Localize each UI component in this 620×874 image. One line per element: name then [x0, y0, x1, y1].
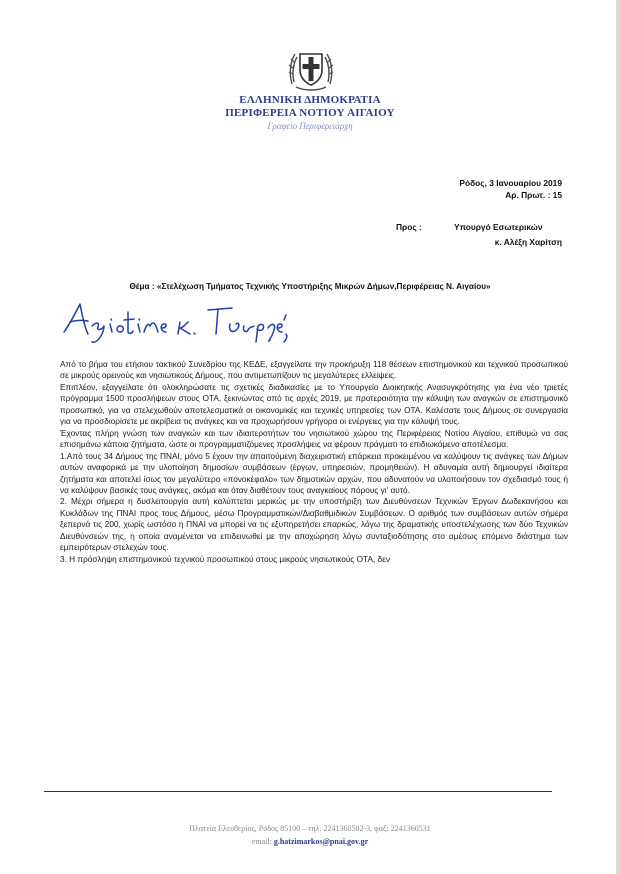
email-label: email:	[251, 837, 272, 846]
region-name: ΠΕΡΙΦΕΡΕΙΑ ΝΟΤΙΟΥ ΑΙΓΑΙΟΥ	[225, 107, 395, 119]
letter-body	[60, 359, 568, 565]
letter-date: Ρόδος, 3 Ιανουαρίου 2019	[459, 178, 562, 188]
recipient-label: Προς :	[396, 222, 422, 232]
body-paragraph: Έχοντας πλήρη γνώση των αναγκών και των ιδιαιτεροτήτων του νησιωτικού χώρου της Περιφέρειας Νοτίου Αιγαίου, επιθυμώ να σας επισημάνω κάποια ζητήματα, ώστε οι προγραμματιζόμενες προσλήψεις να φέρουν πράγματι το επιδιωκόμενο αποτέλεσμα.	[60, 428, 568, 450]
body-paragraph: Από το βήμα του ετήσιου τακτικού Συνεδρίου της ΚΕΔΕ, εξαγγείλατε την προκήρυξη 118 θέσεων επιστημονικού και τεχνικού προσωπικού σε μικρούς ορεινούς και νησιωτικούς Δήμους, που αντιμετωπίζουν τις μεγαλύτερες ελλείψεις.	[60, 360, 568, 381]
protocol-number: Αρ. Πρωτ. : 15	[505, 190, 562, 200]
body-paragraph: 3. Η πρόσληψη επιστημονικού τεχνικού προσωπικού στους μικρούς νησιωτικούς ΟΤΑ, δεν	[60, 554, 390, 564]
recipient-line	[396, 222, 543, 232]
body-paragraph: Επιπλέον, εξαγγείλατε ότι ολοκληρώσατε τις σχετικές διαδικασίες με το Υπουργείο Διοικητικής Ανασυγκρότησης για ένα νέο τριετές πρόγραμμα 1500 προσλήψεων στους ΟΤΑ, ξεκινώντας από τις αρχές 2019, με προτεραιότητα την κάλυψη των αναγκών σε επιστημονικό προσωπικό, για να στελεχωθούν αποτελεσματικά οι οικονομικές και τεχνικές υπηρεσίες των ΟΤΑ. Καλέσατε τους Δήμους σε συνεργασία για να προσδιορίσετε με ακρίβεια τις ανάγκες και να προχωρήσουν γρήγορα οι ενέργειες για την κάλυψή τους.	[60, 382, 568, 427]
body-paragraph: 2. Μέχρι σήμερα η δυσλειτουργία αυτή καλύπτεται μερικώς με την υποστήριξη των Διευθύνσεων Τεχνικών Έργων Δωδεκανήσου και Κυκλάδων της ΠΝΑΙ προς τους Δήμους, μέσω Προγραμματικών/Διαβαθμιδικών Συμβάσεων. Ο αριθμός των συμβάσεων αυτών σήμερα ξεπερνά τις 200, χωρίς ωστόσο η ΠΝΑΙ να μπορεί να τις εξυπηρετήσει επαρκώς, λόγω της δραματικής υποστελέχωσης των δύο Τεχνικών Διευθύνσεών της, η οποία αναμένεται να επιδεινωθεί με την αποχώρηση λόγω συνταξιοδότησης στο αμέσως επόμενο διάστημα των εμπειρότερων στελεχών τους.	[60, 497, 568, 553]
recipient-name: κ. Αλέξη Χαρίτση	[494, 237, 562, 247]
recipient-title: Υπουργό Εσωτερικών	[454, 222, 543, 232]
office-name: Γραφείο Περιφερειάρχη	[267, 121, 353, 131]
footer-divider	[44, 791, 552, 792]
handwritten-salutation	[62, 300, 292, 345]
greek-coat-of-arms-icon	[286, 44, 336, 94]
email-link[interactable]: g.hatzimarkos@pnai.gov.gr	[273, 837, 369, 846]
org-name: ΕΛΛΗΝΙΚΗ ΔΗΜΟΚΡΑΤΙΑ	[239, 94, 381, 106]
footer-contact	[0, 837, 620, 846]
page-edge-shadow	[616, 0, 620, 874]
body-paragraph: 1.Από τους 34 Δήμους της ΠΝΑΙ, μόνο 5 έχουν την απαιτούμενη διαχειριστική επάρκεια προκειμένου να καλύψουν τις ανάγκες των Δήμων αυτών αναφορικά με την υλοποίηση δημοσίων συμβάσεων (έργων, υπηρεσιών, προμηθειών). Η αδυναμία αυτή δημιουργεί ιδιαίτερα ζητήματα και αποτελεί ίσως τον μεγαλύτερο «πονοκέφαλο» των δημοτικών αρχών, που αδυνατούν να υλοποιήσουν τον σχεδιασμό τους ή να καλύψουν βασικές τους ανάγκες, ακόμα και όταν διαθέτουν τους αναγκαίους πόρους γι' αυτό.	[60, 451, 568, 495]
letter-subject: Θέμα : «Στελέχωση Τμήματος Τεχνικής Υποστήριξης Μικρών Δήμων,Περιφέρειας Ν. Αιγαίου»	[129, 282, 491, 291]
footer-address: Πλατεία Ελευθερίας, Ρόδος 85100 – τηλ. 2241360502-3, φαξ: 2241360531	[189, 824, 431, 833]
